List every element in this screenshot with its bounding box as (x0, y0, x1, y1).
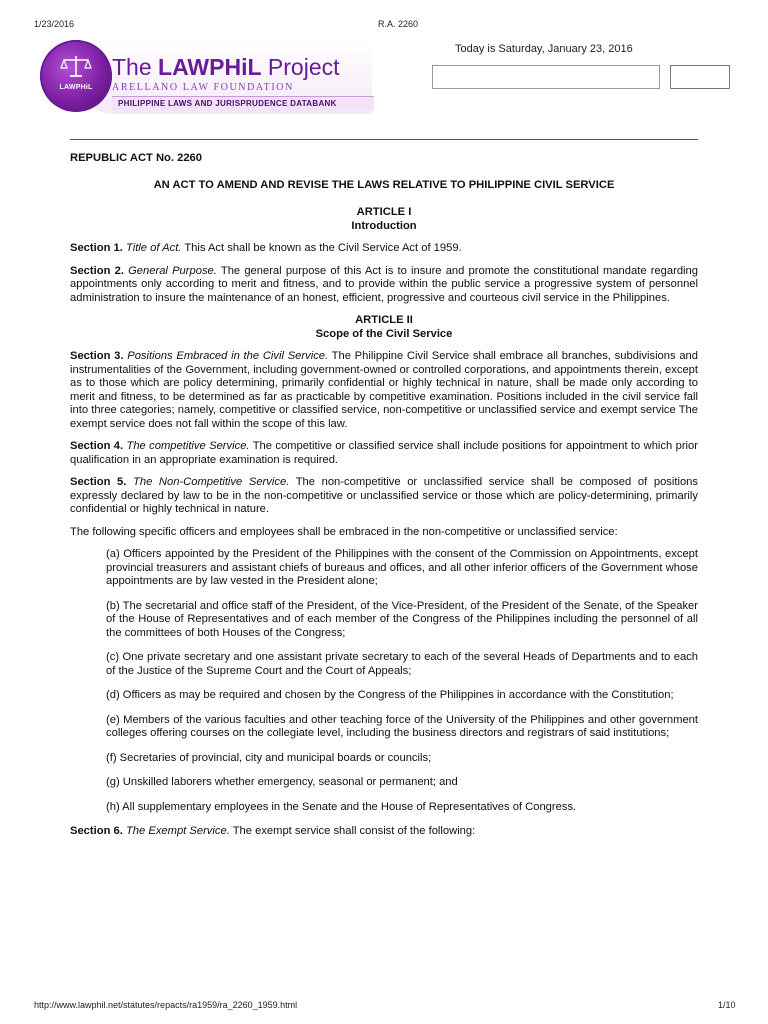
scales-of-justice-icon (60, 54, 92, 80)
list-item: (h) All supplementary employees in the Senate and the House of Representatives of Congress. (106, 800, 577, 813)
section-text: The exempt service shall consist of the following: (229, 825, 476, 837)
section-label: Section 4. (70, 440, 124, 452)
article-title: Scope of the Civil Service (315, 327, 453, 340)
section-1 (70, 242, 698, 256)
article-title: Introduction (351, 219, 417, 232)
lawphil-logo[interactable] (40, 38, 370, 118)
print-date: 1/23/2016 (34, 19, 75, 29)
section-text: This Act shall be known as the Civil Service Act of 1959. (181, 242, 462, 254)
section-5 (70, 476, 698, 517)
article-heading (70, 206, 698, 233)
site-subtitle: ARELLANO LAW FOUNDATION (112, 82, 294, 93)
section-3 (70, 350, 698, 431)
list-item: (e) Members of the various faculties and other teaching force of the University of the Philippines and other government colleges offering courses on the collegiate level, including the business directors and registrars of said institutions; (106, 713, 698, 739)
article-heading (70, 314, 698, 341)
section-title: The Exempt Service. (125, 825, 230, 837)
section-title: The competitive Service. (126, 440, 250, 452)
section-label: Section 2. (70, 264, 124, 277)
site-title-prefix: The (112, 54, 159, 80)
page-number: 1/10 (718, 1000, 736, 1010)
act-number: REPUBLIC ACT No. 2260 (70, 152, 202, 164)
list-intro: The following specific officers and employees shall be embraced in the non-competitive or unclassified service: (70, 525, 618, 538)
print-title: R.A. 2260 (378, 19, 419, 29)
section-label: Section 5. (70, 476, 127, 488)
list-item: (d) Officers as may be required and chosen by the Congress of the Philippines in accordance with the Constitution; (106, 689, 674, 701)
section-text: The Philippine Civil Service shall embrace all branches, subdivisions and instrumentalities of the Government, including government-owned or controlled corporations, and appointments therein, except as to those which are policy determining, primarily confidential or highly technical in nature, shall be made only according to merit and fitness, to be determined as far as practicable by competitive examination. Positions included in the civil service fall into three categories; namely, competitive or classified service, non-competitive or unclassified service and exempt service The exempt service does not fall within the scope of this law. (70, 350, 699, 430)
article-number: ARTICLE II (355, 314, 413, 326)
section-label: Section 1. (70, 242, 123, 254)
section-label: Section 3. (70, 350, 124, 362)
list-item: (b) The secretarial and office staff of the President, of the Vice-President, of the President of the Senate, of the Speaker of the House of Representatives and of each member of the Congress of the Philippines including the personnel of all the committees of both Houses of the Congress; (106, 599, 698, 639)
site-title-brand: LAWPHiL (158, 54, 262, 80)
article-number: ARTICLE I (356, 206, 412, 218)
search-input[interactable] (432, 65, 660, 89)
section-title: Title of Act. (125, 242, 182, 254)
print-header (0, 0, 768, 28)
site-tagline-bar (112, 96, 374, 111)
section-text: The competitive or classified service shall include positions for appointment to which prior qualification in an appropriate examination is required. (70, 440, 698, 466)
site-tagline: PHILIPPINE LAWS AND JURISPRUDENCE DATABANK (118, 99, 337, 108)
site-title (112, 54, 340, 81)
section-4 (70, 440, 698, 467)
section-text: The non-competitive or unclassified service shall be composed of positions expressly declared by law to be in the non-competitive or unclassified service or those which are policy-determining, primarily confidential or highly technical in nature. (70, 476, 698, 515)
list-item: (c) One private secretary and one assistant private secretary to each of the several Heads of Departments and to each of the Justice of the Supreme Court and the Court of Appeals; (106, 651, 698, 677)
list-item: (a) Officers appointed by the President of the Philippines with the consent of the Commission on Appointments, except provincial treasurers and assistant chiefs of bureaus and offices, and all other inferior officers of the Government whose appointments are by law vested in the President alone; (106, 548, 698, 587)
seal-text: LAWPHiL (59, 84, 93, 91)
search-button[interactable] (670, 65, 730, 89)
logo-seal (40, 40, 112, 112)
section-title: General Purpose. (128, 264, 217, 277)
section-title: The Non-Competitive Service. (133, 476, 290, 488)
section-6 (70, 825, 698, 839)
section-label: Section 6. (70, 825, 123, 837)
document-body (70, 152, 698, 848)
site-title-suffix: Project (261, 54, 340, 80)
act-title: AN ACT TO AMEND AND REVISE THE LAWS RELATIVE TO PHILIPPINE CIVIL SERVICE (153, 178, 615, 191)
page-url: http://www.lawphil.net/statutes/repacts/ra1959/ra_2260_1959.html (34, 1000, 298, 1010)
list-item: (f) Secretaries of provincial, city and municipal boards or councils; (106, 751, 432, 764)
header-divider (70, 139, 698, 140)
section-2 (70, 265, 698, 306)
section-text: The general purpose of this Act is to insure and promote the constitutional mandate regarding appointments only according to merit and fitness, and to provide within the public service a progressive system of personnel administration to insure the maintenance of an honest, efficient, progressive and courteous civil service in the Philippines. (70, 264, 698, 304)
today-date: Today is Saturday, January 23, 2016 (455, 43, 633, 55)
list-item: (g) Unskilled laborers whether emergency, seasonal or permanent; and (106, 776, 458, 788)
section-title: Positions Embraced in the Civil Service. (127, 350, 329, 362)
